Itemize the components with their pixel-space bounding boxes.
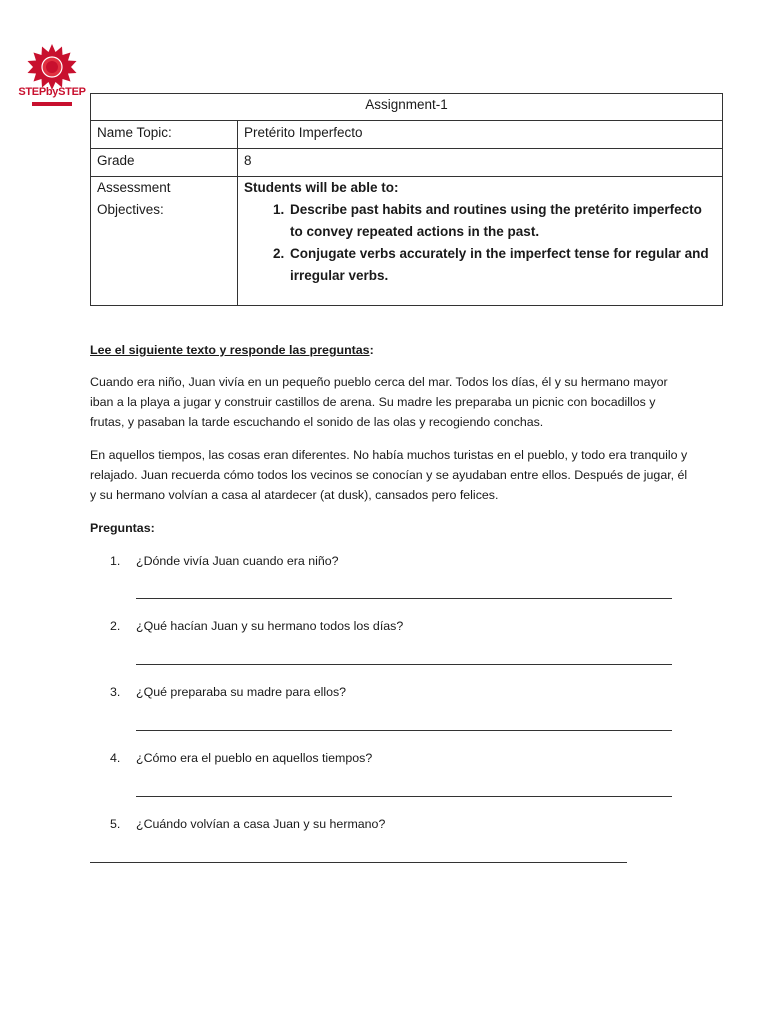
logo-wordmark: STEPbySTEP <box>18 86 86 98</box>
answer-line[interactable] <box>136 730 672 731</box>
answer-line[interactable] <box>90 862 627 863</box>
red-star-badge-icon <box>18 44 86 90</box>
instructions-colon: : <box>369 343 374 357</box>
question-number: 2. <box>110 619 121 633</box>
name-topic-label: Name Topic: <box>91 121 238 149</box>
table-row <box>91 177 723 306</box>
question-text: ¿Cuándo volvían a casa Juan y su hermano? <box>136 817 386 831</box>
answer-line[interactable] <box>136 664 672 665</box>
questions-heading: Preguntas: <box>90 521 155 535</box>
objective-item: 1. Describe past habits and routines using the pretérito imperfecto to convey repeated actions in the past. <box>288 199 716 243</box>
objectives-intro: Students will be able to: <box>244 180 399 195</box>
assignment-title: Assignment-1 <box>91 94 723 121</box>
question-item <box>110 551 339 571</box>
reading-instructions <box>90 340 690 360</box>
question-text: ¿Qué hacían Juan y su hermano todos los días? <box>136 619 404 633</box>
objectives-content <box>238 177 723 306</box>
objectives-label-line-1: Assessment <box>97 180 171 195</box>
objectives-label-line-2: Objectives: <box>97 202 164 217</box>
question-number: 5. <box>110 817 121 831</box>
question-number: 4. <box>110 751 121 765</box>
question-number: 3. <box>110 685 121 699</box>
objective-item: 2. Conjugate verbs accurately in the imperfect tense for regular and irregular verbs. <box>288 243 716 287</box>
question-text: ¿Qué preparaba su madre para ellos? <box>136 685 347 699</box>
question-item <box>110 616 403 636</box>
question-item <box>110 748 372 768</box>
question-text: ¿Cómo era el pueblo en aquellos tiempos? <box>136 751 373 765</box>
question-item <box>110 682 346 702</box>
school-logo <box>18 44 86 108</box>
objectives-label <box>91 177 238 306</box>
objectives-list <box>244 199 716 287</box>
question-number: 1. <box>110 554 121 568</box>
answer-line[interactable] <box>136 598 672 599</box>
question-text: ¿Dónde vivía Juan cuando era niño? <box>136 554 339 568</box>
grade-value: 8 <box>238 149 723 177</box>
instructions-text: Lee el siguiente texto y responde las preguntas <box>90 343 370 357</box>
assignment-info-table <box>90 93 723 306</box>
table-row <box>91 121 723 149</box>
reading-paragraph: En aquellos tiempos, las cosas eran diferentes. No había muchos turistas en el pueblo, y todo era tranquilo y relajado. Juan recuerda cómo todos los vecinos se conocían y se ayudaban entre ellos. Después de jugar, él y su hermano volvían a casa al atardecer (at dusk), cansados pero felices. <box>90 448 688 502</box>
logo-underline <box>32 102 72 106</box>
grade-label: Grade <box>91 149 238 177</box>
reading-paragraph: Cuando era niño, Juan vivía en un pequeño pueblo cerca del mar. Todos los días, él y su hermano mayor iban a la playa a jugar y construir castillos de arena. Su madre les preparaba un picnic con bocadillos y frutas, y pasaban la tarde escuchando el sonido de las olas y recogiendo conchas. <box>90 375 668 429</box>
table-row <box>91 149 723 177</box>
answer-line[interactable] <box>136 796 672 797</box>
question-item <box>110 814 385 834</box>
name-topic-value: Pretérito Imperfecto <box>238 121 723 149</box>
